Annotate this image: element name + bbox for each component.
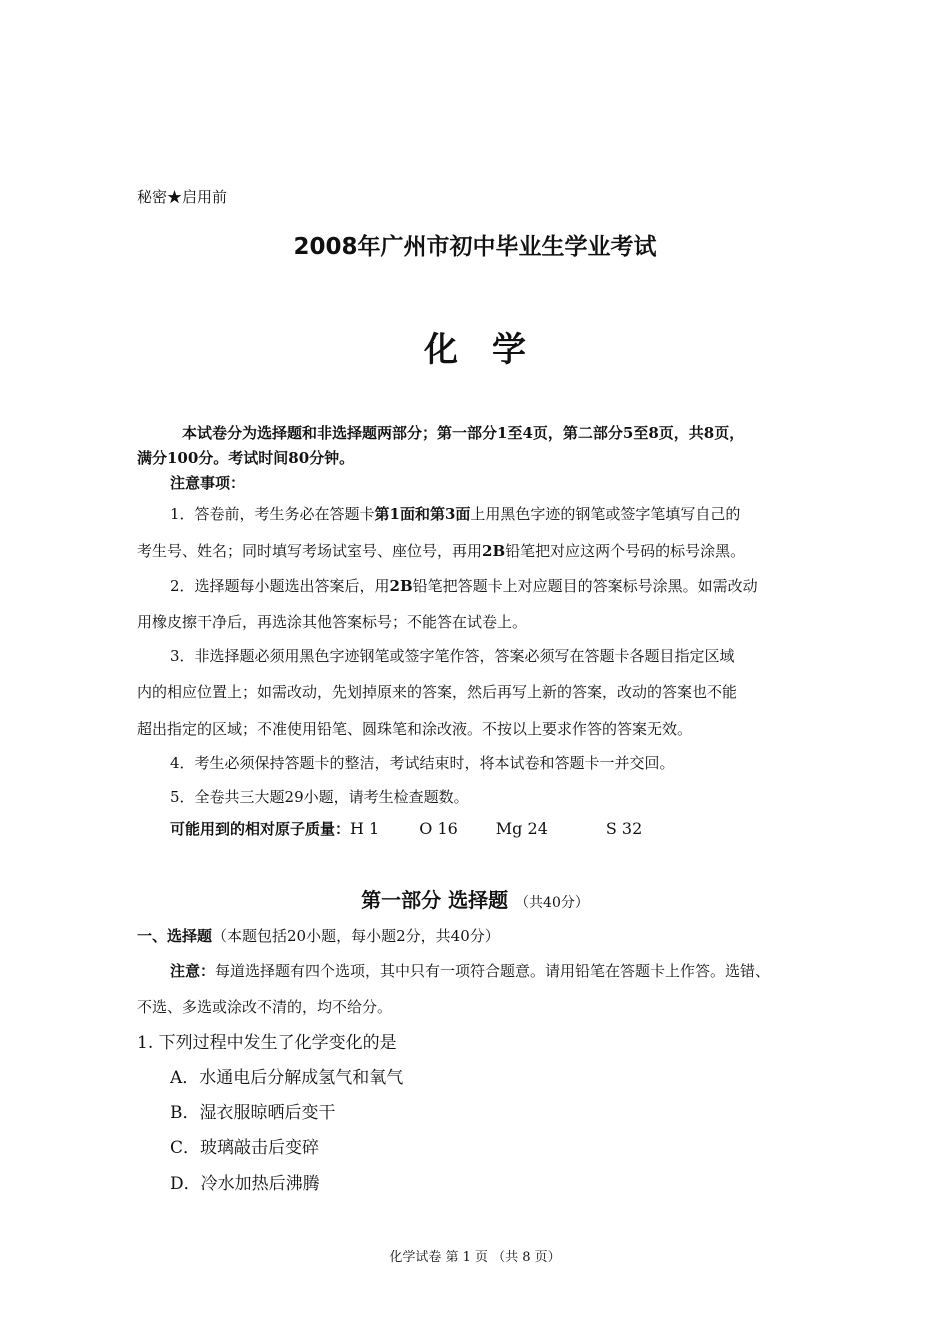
part-1-title: 第一部分 选择题 xyxy=(361,888,509,912)
subject-title: 化学 xyxy=(424,330,560,370)
note-1-pencil: 2B xyxy=(482,542,506,560)
atomic-h: H 1 xyxy=(350,819,380,838)
question-1-option-b: B．湿衣服晾晒后变干 xyxy=(170,1103,336,1123)
note-3-line-2: 内的相应位置上；如需改动，先划掉原来的答案，然后再写上新的答案，改动的答案也不能 xyxy=(137,683,738,701)
question-1-stem: 1. 下列过程中发生了化学变化的是 xyxy=(137,1033,397,1053)
section-1-label: 一、选择题 xyxy=(137,927,213,945)
note-1-text-a: 1．答卷前，考生务必在答题卡 xyxy=(170,505,375,523)
intro-line-1: 本试卷分为选择题和非选择题两部分；第一部分1至4页，第二部分5至8页，共8页， xyxy=(182,424,745,442)
section-note-label: 注意： xyxy=(170,962,216,980)
part-1-score: （共40分） xyxy=(515,895,589,911)
exam-title: 2008年广州市初中毕业生学业考试 xyxy=(293,234,657,260)
section-1-line xyxy=(137,925,500,946)
atomic-mass-line xyxy=(170,818,642,839)
note-1-text-c: 上用黑色字迹的钢笔或签字笔填写自己的 xyxy=(470,505,741,523)
section-1-desc: （本题包括20小题，每小题2分，共40分） xyxy=(212,927,500,945)
note-4: 4．考生必须保持答题卡的整洁，考试结束时，将本试卷和答题卡一并交回。 xyxy=(170,754,675,772)
note-1-line-1 xyxy=(170,503,740,524)
atomic-mg: Mg 24 xyxy=(495,819,548,838)
note-2-line-2: 用橡皮擦干净后，再选涂其他答案标号；不能答在试卷上。 xyxy=(137,613,528,631)
secret-label: 秘密★启用前 xyxy=(137,188,228,206)
note-3-line-3: 超出指定的区域；不准使用铅笔、圆珠笔和涂改液。不按以上要求作答的答案无效。 xyxy=(137,720,693,738)
atomic-mass-label: 可能用到的相对原子质量： xyxy=(170,820,351,838)
note-3-line-1: 3．非选择题必须用黑色字迹钢笔或签字笔作答，答案必须写在答题卡各题目指定区域 xyxy=(170,647,735,665)
note-2-text-a3: 铅笔把答题卡上对应题目的答案标号涂黑。如需改动 xyxy=(412,577,758,595)
atomic-s: S 32 xyxy=(605,819,643,838)
note-2-pencil: 2B xyxy=(389,577,413,595)
question-1-option-c: C．玻璃敲击后变碎 xyxy=(170,1138,320,1158)
note-2-text-a1: 2．选择题每小题选出答案后，用 xyxy=(170,577,390,595)
page-footer: 化学试卷 第 1 页 （共 8 页） xyxy=(389,1250,561,1265)
intro-line-2: 满分100分。考试时间80分钟。 xyxy=(137,449,355,467)
note-2-line-1 xyxy=(170,575,758,596)
section-note-line-1 xyxy=(170,960,770,981)
part-1-heading xyxy=(0,884,950,913)
atomic-o: O 16 xyxy=(419,819,458,838)
question-1-option-a: A．水通电后分解成氢气和氧气 xyxy=(170,1068,404,1088)
note-1-line-2 xyxy=(137,540,745,561)
note-1-text-d1: 考生号、姓名；同时填写考场试室号、座位号，再用 xyxy=(137,542,483,560)
note-5: 5．全卷共三大题29小题，请考生检查题数。 xyxy=(170,788,469,806)
question-1-option-d: D．冷水加热后沸腾 xyxy=(170,1174,320,1194)
section-note-text-a: 每道选择题有四个选项，其中只有一项符合题意。请用铅笔在答题卡上作答。选错、 xyxy=(215,962,771,980)
note-1-text-d3: 铅笔把对应这两个号码的标号涂黑。 xyxy=(505,542,746,560)
note-1-emphasis: 第1面和第3面 xyxy=(374,505,471,523)
notes-heading: 注意事项： xyxy=(170,474,246,492)
section-note-line-2: 不选、多选或涂改不清的，均不给分。 xyxy=(137,998,393,1016)
